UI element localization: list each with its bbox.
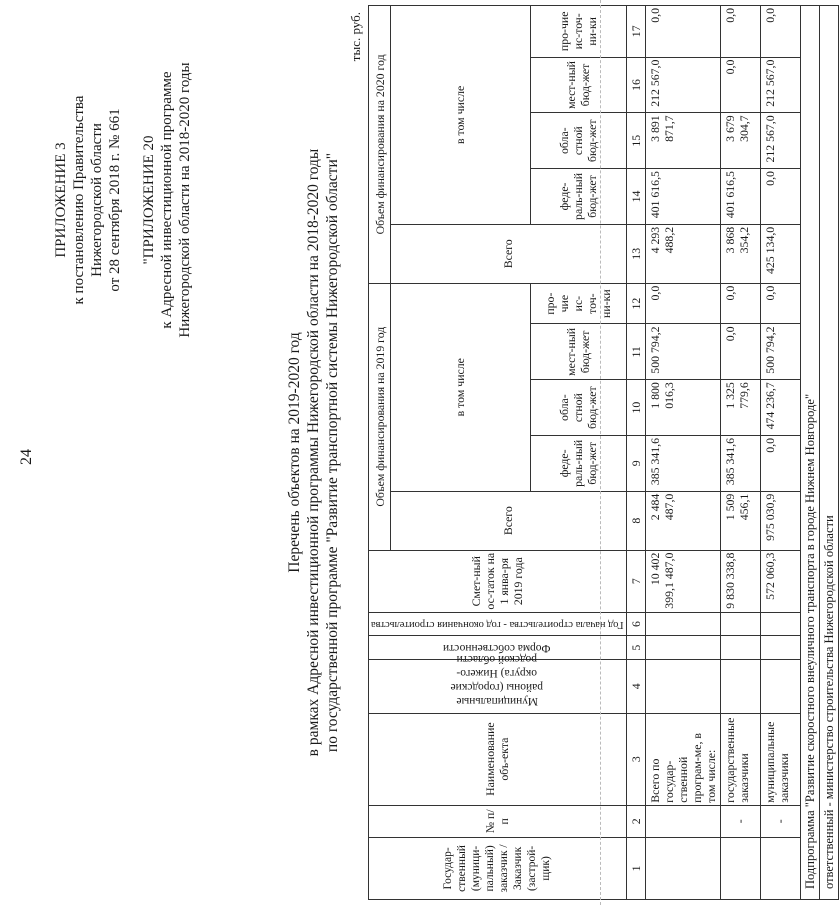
header-funding-2020: Объем финансирования на 2020 год [369,6,391,284]
table-cell-c7: 10 402 399,1 487,0 [645,550,720,612]
table-cell-c4 [645,659,720,713]
column-number-cell: 10 [626,380,645,436]
column-number-cell: 16 [626,57,645,113]
header-2019-regional: обла-стной бюд-жет [530,380,626,436]
table-cell-c9: 385 341,6 [645,435,720,491]
header-2020-other: про-чие ис-точ-ни-ки [530,6,626,58]
table-cell-c14: 401 616,5 [720,169,760,225]
header-2020-federal: феде-раль-ный бюд-жет [530,169,626,225]
header-number: № п/п [369,805,627,837]
table-row [760,6,800,900]
header-2019-other: про-чие ис-точ-ни-ки [530,283,626,324]
column-number-row [626,6,645,900]
column-number-cell: 5 [626,636,645,660]
table-cell-c6 [645,612,720,636]
table-cell-c9: 0,0 [760,435,800,491]
table-cell-c12: 0,0 [645,283,720,324]
table-cell-c6 [760,612,800,636]
table-cell-c8: 2 484 487,0 [645,491,720,550]
table-cell-c11: 500 794,2 [760,324,800,380]
scan-fold-line [600,0,601,905]
table-cell-c8: 1 509 456,1 [720,491,760,550]
header-2019-local: мест-ный бюд-жет [530,324,626,380]
column-number-cell: 7 [626,550,645,612]
table-cell-name: муниципальные заказчики [760,713,800,805]
table-cell-c7: 572 060,3 [760,550,800,612]
table-cell-number [645,805,720,837]
table-cell-c15: 212 567,0 [760,113,800,169]
header-ownership: Форма собственности [369,636,627,660]
table-cell-c12: 0,0 [760,283,800,324]
table-cell-c12: 0,0 [720,283,760,324]
unit-label: тыс. руб. [348,12,363,62]
header-2020-regional: обла-стной бюд-жет [530,113,626,169]
column-number-cell: 6 [626,612,645,636]
table-cell-c9: 385 341,6 [720,435,760,491]
page-number: 24 [18,449,35,465]
column-number-cell: 13 [626,224,645,283]
appendix-title: ПРИЛОЖЕНИЕ 3 [53,142,69,258]
decree-line-2: Нижегородской области [89,123,105,277]
table-row [645,6,720,900]
table-cell-c5 [645,636,720,660]
table-cell-c15: 3 679 304,7 [720,113,760,169]
table-cell-c10: 1 325 779,6 [720,380,760,436]
column-number-cell: 3 [626,713,645,805]
table-cell-c11: 0,0 [720,324,760,380]
column-number-cell: 2 [626,805,645,837]
table-cell-c16: 212 567,0 [645,57,720,113]
column-number-cell: 15 [626,113,645,169]
program-line-2: Нижегородской области на 2018-2020 годы [177,62,193,338]
table-row [720,6,760,900]
table-cell-number: - [720,805,760,837]
header-2020-local: мест-ный бюд-жет [530,57,626,113]
column-number-cell: 1 [626,837,645,899]
column-number-cell: 14 [626,169,645,225]
table-cell-customer [760,837,800,899]
header-2019-total: Всего [391,491,627,550]
header-estimate-balance: Смет-ный ос-таток на 1 янва-ря 2019 года [369,550,627,612]
header-object-name: Наименование объ-екта [369,713,627,805]
subprogram-row: Подпрограмма "Развитие скоростного внеуличного транспорта в городе Нижнем Новгороде" [800,6,819,900]
table-cell-c15: 3 891 871,7 [645,113,720,169]
table-cell-c4 [760,659,800,713]
decree-line-1: к постановлению Правительства [71,95,87,305]
table-cell-c17: 0,0 [720,6,760,58]
column-number-cell: 17 [626,6,645,58]
column-number-cell: 9 [626,435,645,491]
column-number-cell: 8 [626,491,645,550]
table-cell-customer [645,837,720,899]
column-number-cell: 12 [626,283,645,324]
title-line-2: в рамках Адресной инвестиционной программы Нижегородской области на 2018-2020 годы [305,148,322,757]
table-cell-c14: 401 616,5 [645,169,720,225]
table-cell-c10: 1 800 016,3 [645,380,720,436]
table-cell-c16: 212 567,0 [760,57,800,113]
table-cell-c13: 425 134,0 [760,224,800,283]
funding-table [368,5,839,900]
table-cell-c8: 975 030,9 [760,491,800,550]
table-cell-name: государственные заказчики [720,713,760,805]
title-line-1: Перечень объектов на 2019-2020 год [286,332,303,573]
table-cell-c17: 0,0 [645,6,720,58]
decree-line-3: от 28 сентября 2018 г. № 661 [107,108,123,292]
header-2020-including: в том числе [391,6,531,225]
table-cell-c5 [760,636,800,660]
table-cell-c11: 500 794,2 [645,324,720,380]
table-cell-c13: 3 868 354,2 [720,224,760,283]
table-cell-c14: 0,0 [760,169,800,225]
header-municipality: Муниципальные районы (городские округа) Нижего-родской области [369,659,627,713]
title-line-3: по государственной программе "Развитие транспортной системы Нижегородской области" [324,152,341,753]
program-appendix-title: "ПРИЛОЖЕНИЕ 20 [141,135,157,265]
program-line-1: к Адресной инвестиционной программе [159,71,175,329]
header-construction-period: Год начала строительства - год окончания строительства [369,612,627,636]
table-cell-c4 [720,659,760,713]
header-2020-total: Всего [391,224,627,283]
column-number-cell: 4 [626,659,645,713]
header-customer: Государ-ственный (муници-пальный) заказчик / Заказчик (застрой-щик) [369,837,627,899]
table-cell-number: - [760,805,800,837]
table-cell-c16: 0,0 [720,57,760,113]
header-2019-federal: феде-раль-ный бюд-жет [530,435,626,491]
table-cell-c10: 474 236,7 [760,380,800,436]
table-cell-c6 [720,612,760,636]
table-cell-name: Всего по государ-ственной програм-ме, в том числе: [645,713,720,805]
table-cell-c7: 9 830 338,8 [720,550,760,612]
header-funding-2019: Объем финансирования на 2019 год [369,283,391,550]
column-number-cell: 11 [626,324,645,380]
header-2019-including: в том числе [391,283,531,491]
appendix-header [52,35,194,365]
table-cell-c5 [720,636,760,660]
table-cell-c17: 0,0 [760,6,800,58]
table-cell-c13: 4 293 488,2 [645,224,720,283]
responsible-row: ответственный - министерство строительства Нижегородской области [819,6,838,900]
table-cell-customer [720,837,760,899]
